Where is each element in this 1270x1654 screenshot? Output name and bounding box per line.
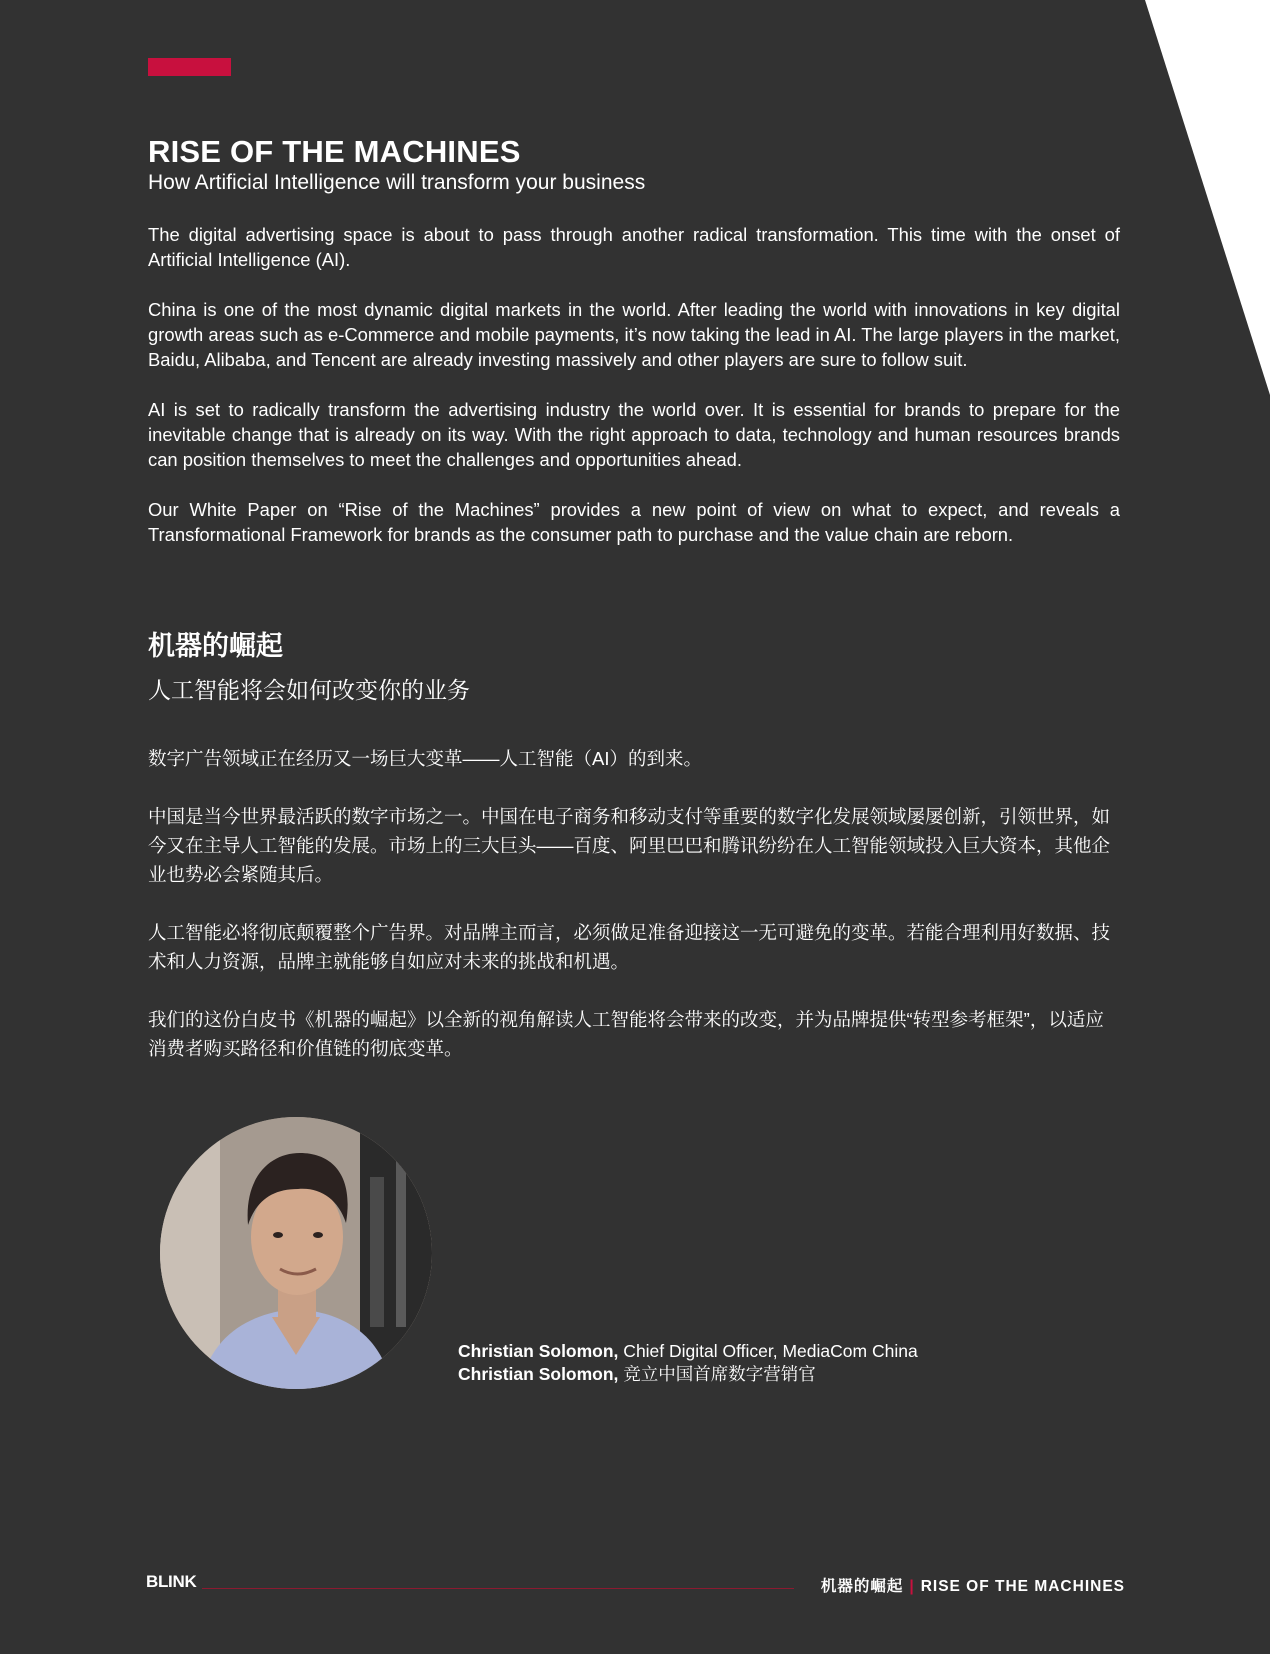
- author-line-chinese: [458, 1363, 918, 1386]
- english-paragraph: The digital advertising space is about to pass through another radical transformation. This time with the onset of Artificial Intelligence (AI).: [148, 224, 1120, 270]
- english-paragraph: Our White Paper on “Rise of the Machines” provides a new point of view on what to expect, and reveals a Transformational Framework for brands as the consumer path to purchase and the value chain are reborn.: [148, 499, 1120, 545]
- footer-brand-logo: BLINK: [146, 1572, 197, 1591]
- author-portrait: [160, 1117, 432, 1389]
- author-role: Chief Digital Officer, MediaCom China: [618, 1341, 918, 1361]
- chinese-body: [148, 744, 1120, 1092]
- footer-title-english: RISE OF THE MACHINES: [920, 1578, 1125, 1595]
- author-name: Christian Solomon,: [458, 1341, 619, 1361]
- author-caption: [458, 1340, 918, 1386]
- chinese-paragraph: 人工智能必将彻底颠覆整个广告界。对品牌主而言，必须做足准备迎接这一无可避免的变革。若能合理利用好数据、技术和人力资源，品牌主就能够自如应对未来的挑战和机遇。: [148, 922, 1111, 972]
- footer-divider: [202, 1588, 794, 1589]
- author-line-english: [458, 1340, 918, 1363]
- english-title: RISE OF THE MACHINES: [148, 134, 521, 169]
- english-paragraph: AI is set to radically transform the advertising industry the world over. It is essential for brands to prepare for the inevitable change that is already on its way. With the right approach to data, technology and human resources brands can position themselves to meet the challenges and opportunities ahead.: [148, 399, 1120, 470]
- english-paragraph: China is one of the most dynamic digital markets in the world. After leading the world with innovations in key digital growth areas such as e-Commerce and mobile payments, it’s now taking the lead in AI. The large players in the market, Baidu, Alibaba, and Tencent are already investing massively and other players are sure to follow suit.: [148, 299, 1120, 370]
- chinese-paragraph: 我们的这份白皮书《机器的崛起》以全新的视角解读人工智能将会带来的改变，并为品牌提供“转型参考框架”，以适应消费者购买路径和价值链的彻底变革。: [148, 1009, 1104, 1059]
- author-role: 竞立中国首席数字营销官: [618, 1364, 816, 1384]
- chinese-paragraph: 中国是当今世界最活跃的数字市场之一。中国在电子商务和移动支付等重要的数字化发展领域屡屡创新，引领世界，如今又在主导人工智能的发展。市场上的三大巨头——百度、阿里巴巴和腾讯纷纷在人工智能领域投入巨大资本，其他企业也势必会紧随其后。: [148, 806, 1111, 885]
- footer-separator: |: [909, 1578, 915, 1595]
- footer-title-chinese: 机器的崛起: [820, 1578, 904, 1595]
- author-name: Christian Solomon,: [458, 1364, 619, 1384]
- accent-bar: [148, 58, 231, 76]
- english-body: [148, 222, 1120, 572]
- chinese-subtitle: 人工智能将会如何改变你的业务: [148, 677, 470, 703]
- chinese-paragraph: 数字广告领域正在经历又一场巨大变革——人工智能（AI）的到来。: [148, 748, 702, 769]
- english-subtitle: How Artificial Intelligence will transform your business: [148, 171, 646, 194]
- footer-running-title: [821, 1574, 1125, 1596]
- chinese-title: 机器的崛起: [148, 631, 283, 661]
